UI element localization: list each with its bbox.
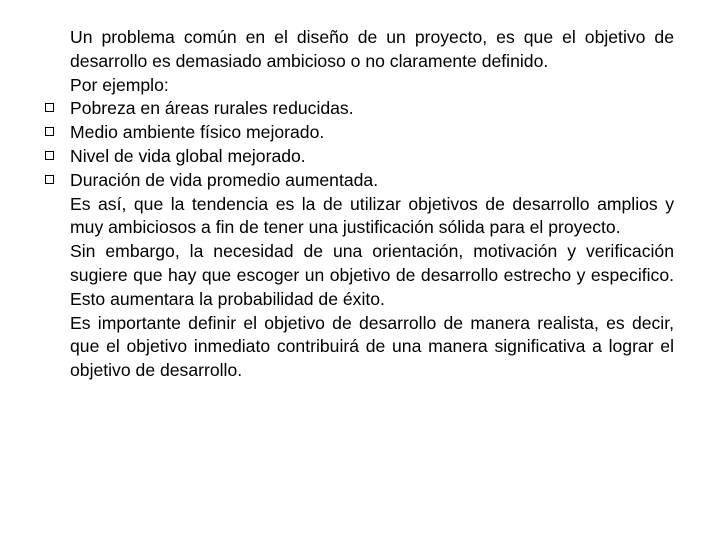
checkbox-square-icon (45, 103, 54, 112)
checkbox-square-icon (45, 151, 54, 160)
list-item (70, 169, 674, 193)
intro-paragraph: Un problema común en el diseño de un proyecto, es que el objetivo de desarrollo es demasiado ambicioso o no claramente definido. (70, 27, 674, 71)
checkbox-square-icon (45, 175, 54, 184)
list-item (70, 97, 674, 121)
slide-body (70, 26, 674, 383)
list-item-text: Medio ambiente físico mejorado. (70, 122, 325, 143)
list-item-text: Pobreza en áreas rurales reducidas. (70, 98, 354, 119)
however-paragraph: Sin embargo, la necesidad de una orientación, motivación y verificación sugiere que hay que escoger un objetivo de desarrollo estrecho y especifico. Esto aumentara la probabilidad de éxito. (70, 241, 674, 309)
checkbox-square-icon (45, 127, 54, 136)
example-list (70, 97, 674, 192)
realistic-paragraph: Es importante definir el objetivo de desarrollo de manera realista, es decir, que el objetivo inmediato contribuirá de una manera significativa a lograr el objetivo de desarrollo. (70, 312, 674, 381)
tendency-paragraph: Es así, que la tendencia es la de utilizar objetivos de desarrollo amplios y muy ambiciosos a fin de tener una justificación sólida para el proyecto. (70, 193, 674, 238)
list-item-text: Duración de vida promedio aumentada. (70, 169, 379, 190)
list-item (70, 121, 674, 145)
example-lead: Por ejemplo: (70, 74, 169, 95)
list-item-text: Nivel de vida global mejorado. (70, 145, 306, 166)
list-item (70, 145, 674, 169)
